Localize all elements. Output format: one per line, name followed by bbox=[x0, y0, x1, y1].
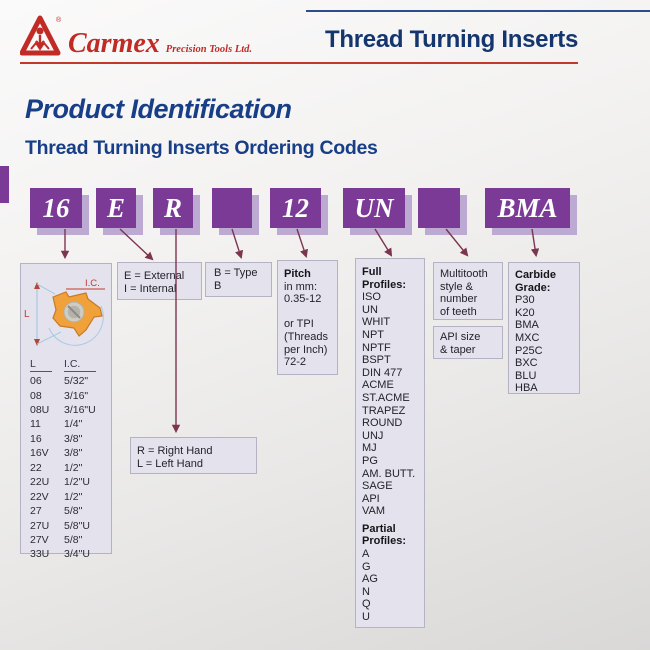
table-row bbox=[30, 504, 111, 518]
insert-size-table bbox=[30, 357, 111, 562]
code-box-hand: R bbox=[153, 188, 193, 228]
table-cell: 27U bbox=[30, 519, 50, 532]
table-row bbox=[30, 389, 111, 403]
profiles-box bbox=[355, 258, 425, 628]
table-row bbox=[30, 374, 111, 388]
code-box-size: 16 bbox=[30, 188, 82, 228]
pitch-lines bbox=[284, 281, 331, 369]
top-rule bbox=[306, 10, 650, 12]
table-cell: 27V bbox=[30, 534, 49, 547]
table-cell: 3/16"U bbox=[64, 403, 96, 416]
table-cell: 22V bbox=[30, 490, 49, 503]
pitch-box bbox=[277, 260, 338, 375]
table-cell: 1/4" bbox=[64, 418, 83, 431]
list-item: BSPT bbox=[362, 354, 391, 367]
col-header-l: L bbox=[30, 357, 52, 372]
type-b-label: B = Type B bbox=[214, 266, 258, 292]
table-row bbox=[30, 417, 111, 431]
table-cell: 33U bbox=[30, 548, 50, 561]
table-row bbox=[30, 533, 111, 547]
list-item: P30 bbox=[515, 294, 535, 307]
table-cell: 5/8" bbox=[64, 505, 83, 518]
list-item: BMA bbox=[515, 319, 539, 332]
list-item: N bbox=[362, 585, 370, 598]
table-cell: 16V bbox=[30, 447, 49, 460]
list-item: HBA bbox=[515, 382, 538, 395]
list-item: ST.ACME bbox=[362, 391, 410, 404]
list-item: ISO bbox=[362, 291, 381, 304]
carmex-logo bbox=[20, 14, 252, 58]
table-cell: 3/16" bbox=[64, 389, 89, 402]
list-item: DIN 477 bbox=[362, 366, 403, 379]
code-box-profile: UN bbox=[343, 188, 405, 228]
brand-tagline: Precision Tools Ltd. bbox=[165, 44, 253, 55]
pitch-title: Pitch bbox=[284, 268, 311, 280]
list-item: number bbox=[440, 293, 478, 306]
code-box-teeth bbox=[418, 188, 460, 228]
partial-profiles-title: Partial Profiles: bbox=[362, 522, 407, 548]
table-cell: 08U bbox=[30, 403, 50, 416]
carbide-grade-box bbox=[508, 262, 580, 394]
list-item: BLU bbox=[515, 369, 537, 382]
list-item: P25C bbox=[515, 344, 543, 357]
ic-dimension-label: I.C. bbox=[85, 278, 100, 289]
page-title: Thread Turning Inserts bbox=[325, 26, 578, 53]
header-rule bbox=[20, 62, 578, 64]
list-item: A bbox=[362, 548, 370, 561]
table-row bbox=[30, 446, 111, 460]
list-item: or TPI bbox=[284, 318, 314, 331]
list-item: L = Left Hand bbox=[137, 457, 203, 470]
brand-name: Carmex bbox=[68, 28, 160, 59]
carmex-triangle-icon bbox=[20, 14, 62, 58]
list-item: WHIT bbox=[362, 316, 391, 329]
list-item: 72-2 bbox=[284, 356, 307, 369]
list-item: AM. BUTT. bbox=[362, 467, 416, 480]
list-item: BXC bbox=[515, 357, 538, 370]
list-item: UNJ bbox=[362, 429, 384, 442]
code-box-pitch: 12 bbox=[270, 188, 321, 228]
list-item: Q bbox=[362, 598, 371, 611]
list-item: NPTF bbox=[362, 341, 391, 354]
list-item: in mm: bbox=[284, 280, 317, 293]
table-cell: 27 bbox=[30, 505, 42, 518]
table-cell: 22 bbox=[30, 461, 42, 474]
table-cell: 06 bbox=[30, 375, 42, 388]
col-header-ic: I.C. bbox=[64, 357, 96, 372]
table-cell: 5/32" bbox=[64, 375, 89, 388]
multitooth-box bbox=[433, 262, 503, 320]
table-cell: 3/4"U bbox=[64, 548, 90, 561]
full-profiles-title: Full Profiles: bbox=[362, 266, 407, 291]
code-box-grade: BMA bbox=[485, 188, 570, 228]
external-internal-box bbox=[117, 262, 202, 300]
list-item: U bbox=[362, 611, 370, 624]
carbide-grade-list bbox=[515, 294, 573, 395]
section-title: Product Identification bbox=[25, 94, 292, 124]
table-cell: 16 bbox=[30, 432, 42, 445]
table-cell: 22U bbox=[30, 476, 50, 489]
type-b-box bbox=[205, 262, 272, 297]
insert-size-box bbox=[20, 263, 112, 561]
table-cell: 5/8"U bbox=[64, 519, 90, 532]
list-item: MXC bbox=[515, 331, 540, 344]
table-cell: 11 bbox=[30, 418, 41, 431]
api-box bbox=[433, 326, 503, 359]
list-item: API size bbox=[440, 331, 481, 343]
accent-bar bbox=[0, 166, 9, 203]
carbide-grade-title: Carbide Grade: bbox=[515, 269, 556, 294]
table-row bbox=[30, 519, 111, 533]
list-item: 0.35-12 bbox=[284, 293, 322, 306]
list-item: ACME bbox=[362, 379, 394, 392]
registered-mark: ® bbox=[56, 17, 62, 24]
table-cell: 3/8" bbox=[64, 432, 83, 445]
list-item: & taper bbox=[440, 343, 476, 356]
partial-profiles-list bbox=[362, 548, 418, 624]
list-item: AG bbox=[362, 573, 378, 586]
list-item bbox=[284, 306, 331, 319]
list-item: ROUND bbox=[362, 417, 403, 430]
list-item: I = Internal bbox=[124, 282, 177, 295]
insert-table-body bbox=[30, 374, 111, 562]
table-cell: 5/8" bbox=[64, 534, 83, 547]
table-cell: 1/2" bbox=[64, 490, 83, 503]
l-dimension-label: L bbox=[24, 309, 30, 320]
code-box-ext-int: E bbox=[96, 188, 136, 228]
list-item: R = Right Hand bbox=[137, 445, 213, 457]
list-item: E = External bbox=[124, 270, 185, 282]
table-row bbox=[30, 475, 111, 489]
list-item: of teeth bbox=[440, 305, 477, 318]
hand-box bbox=[130, 437, 257, 474]
list-item: per Inch) bbox=[284, 343, 328, 356]
list-item: K20 bbox=[515, 306, 535, 319]
list-item: TRAPEZ bbox=[362, 404, 406, 417]
table-row bbox=[30, 547, 111, 561]
list-item: style & bbox=[440, 280, 474, 293]
table-cell: 3/8" bbox=[64, 447, 83, 460]
insert-table-header bbox=[30, 357, 111, 372]
table-row bbox=[30, 403, 111, 417]
table-row bbox=[30, 432, 111, 446]
list-item: NPT bbox=[362, 328, 384, 341]
list-item: Multitooth bbox=[440, 268, 488, 280]
list-item: PG bbox=[362, 454, 378, 467]
list-item: SAGE bbox=[362, 480, 393, 493]
table-row bbox=[30, 490, 111, 504]
list-item: VAM bbox=[362, 505, 386, 518]
list-item: UN bbox=[362, 303, 378, 316]
list-item: (Threads bbox=[284, 330, 329, 343]
insert-diagram bbox=[21, 266, 109, 350]
full-profiles-list bbox=[362, 291, 418, 518]
table-cell: 08 bbox=[30, 389, 42, 402]
code-box-type bbox=[212, 188, 252, 228]
table-row bbox=[30, 461, 111, 475]
list-item: MJ bbox=[362, 442, 377, 455]
list-item: API bbox=[362, 492, 380, 505]
table-cell: 1/2" bbox=[64, 461, 83, 474]
table-cell: 1/2"U bbox=[64, 476, 90, 489]
section-subtitle: Thread Turning Inserts Ordering Codes bbox=[25, 137, 378, 159]
list-item: G bbox=[362, 560, 371, 573]
